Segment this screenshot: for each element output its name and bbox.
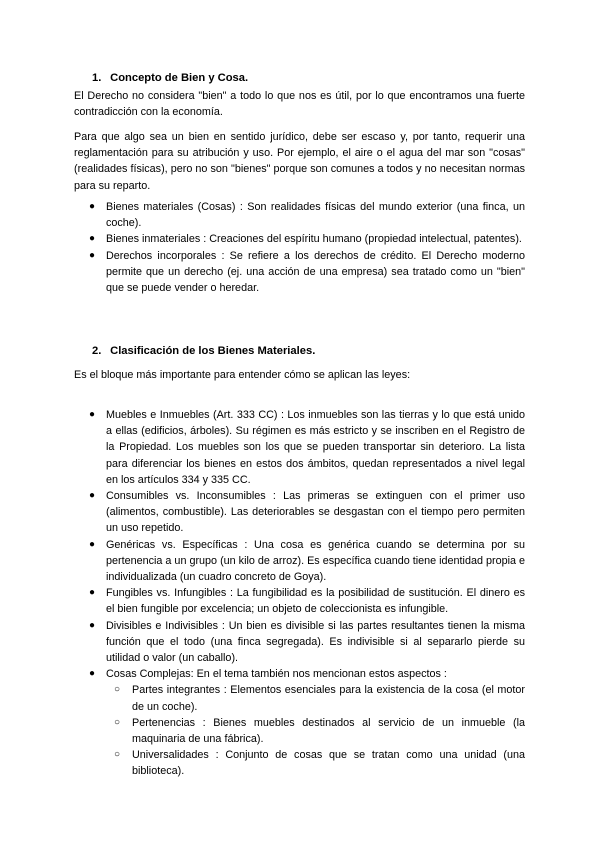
list-item-text: Genéricas vs. Específicas : Una cosa es genérica cuando se determina por su pertenencia a un grupo (un kilo de arroz). Es específica cuando tiene identidad propia e individualizada (un cuadro concreto de Goya). xyxy=(106,538,525,584)
bullet-icon: ● xyxy=(89,619,96,631)
list-item xyxy=(74,199,525,231)
sublist-item xyxy=(74,715,525,747)
cosas-complejas-sublist xyxy=(106,682,525,779)
section-1-title: Concepto de Bien y Cosa. xyxy=(110,72,249,84)
list-item xyxy=(74,537,525,586)
list-item-text: Fungibles vs. Infungibles : La fungibilidad es la posibilidad de sustitución. El dinero es el bien fungible por excelencia; un objeto de coleccionista es infungible. xyxy=(106,587,525,616)
bullet-icon: ● xyxy=(89,201,96,212)
section-2-number: 2. xyxy=(92,345,102,357)
bullet-icon: ● xyxy=(89,538,96,550)
sublist-item-text: Pertenencias : Bienes muebles destinados al servicio de un inmueble (la maquinaria de una fábrica). xyxy=(132,716,525,746)
list-item xyxy=(74,585,525,617)
bullet-icon: ● xyxy=(89,233,96,245)
bullet-icon: ● xyxy=(89,249,96,261)
section-2-title: Clasificación de los Bienes Materiales. xyxy=(110,345,316,357)
bullet-icon: ● xyxy=(89,587,96,599)
list-item-text: Bienes materiales (Cosas) : Son realidades físicas del mundo exterior (una finca, un coche). xyxy=(106,201,525,230)
list-item-text: Cosas Complejas: En el tema también nos mencionan estos aspectos : xyxy=(106,668,447,681)
list-item xyxy=(74,488,525,537)
list-item xyxy=(74,248,525,297)
section-1-bullet-list xyxy=(74,199,525,296)
section-1-number: 1. xyxy=(92,72,102,84)
list-item-text: Bienes inmateriales : Creaciones del espíritu humano (propiedad intelectual, patentes). xyxy=(106,233,522,246)
list-item xyxy=(74,666,525,779)
list-item-text: Muebles e Inmuebles (Art. 333 CC) : Los inmuebles son las tierras y lo que está unido a ellas (edificios, árboles). Su régimen es más estricto y se inscriben en el Registro de la Propiedad. Los muebles son los que se pueden transportar sin deterioro. La lista para diferenciar los bienes en estos dos ámbitos, quedan representados a nivel legal en los artículos 334 y 335 CC. xyxy=(106,409,525,486)
section-1-heading xyxy=(92,70,248,86)
section-2-intro: Es el bloque más importante para entender cómo se aplican las leyes: xyxy=(74,369,411,381)
section-2-bullet-list xyxy=(74,407,525,780)
list-item-text: Consumibles vs. Inconsumibles : Las primeras se extinguen con el primer uso (alimentos, combustible). Las deteriorables se desgastan con el tiempo pero permiten un uso repetido. xyxy=(106,490,525,535)
list-item xyxy=(74,231,525,247)
bullet-icon: ● xyxy=(89,490,96,502)
sublist-item-text: Universalidades : Conjunto de cosas que se tratan como una unidad (una biblioteca). xyxy=(132,749,525,778)
hollow-bullet-icon: ○ xyxy=(114,749,121,761)
list-item-text: Divisibles e Indivisibles : Un bien es divisible si las partes resultantes tienen la misma función que el todo (una finca segregada). Es indivisible si al separarlo pierde su utilidad o valor (un caballo). xyxy=(106,619,525,665)
sublist-item-text: Partes integrantes : Elementos esenciales para la existencia de la cosa (el motor de un coche). xyxy=(132,684,525,713)
sublist-item xyxy=(74,747,525,779)
list-item-text: Derechos incorporales : Se refiere a los derechos de crédito. El Derecho moderno permite que un derecho (ej. una acción de una empresa) sea tratado como un "bien" que se puede vender o heredar. xyxy=(106,249,525,295)
section-2-heading xyxy=(92,343,315,359)
bullet-icon: ● xyxy=(89,409,96,420)
bullet-icon: ● xyxy=(89,668,96,680)
list-item xyxy=(74,618,525,667)
list-item xyxy=(74,407,525,488)
hollow-bullet-icon: ○ xyxy=(114,716,121,728)
sublist-item xyxy=(74,682,525,714)
hollow-bullet-icon: ○ xyxy=(114,684,121,696)
section-1-paragraph-2: Para que algo sea un bien en sentido jurídico, debe ser escaso y, por tanto, requerir una reglamentación para su atribución y uso. Por ejemplo, el aire o el agua del mar son "cosas" (realidades físicas), pero no son "bienes" porque son comunes a todos y no necesitan normas para su reparto. xyxy=(74,131,525,192)
section-1-paragraph-1: El Derecho no considera "bien" a todo lo que nos es útil, por lo que encontramos una fuerte contradicción con la economía. xyxy=(74,90,525,119)
